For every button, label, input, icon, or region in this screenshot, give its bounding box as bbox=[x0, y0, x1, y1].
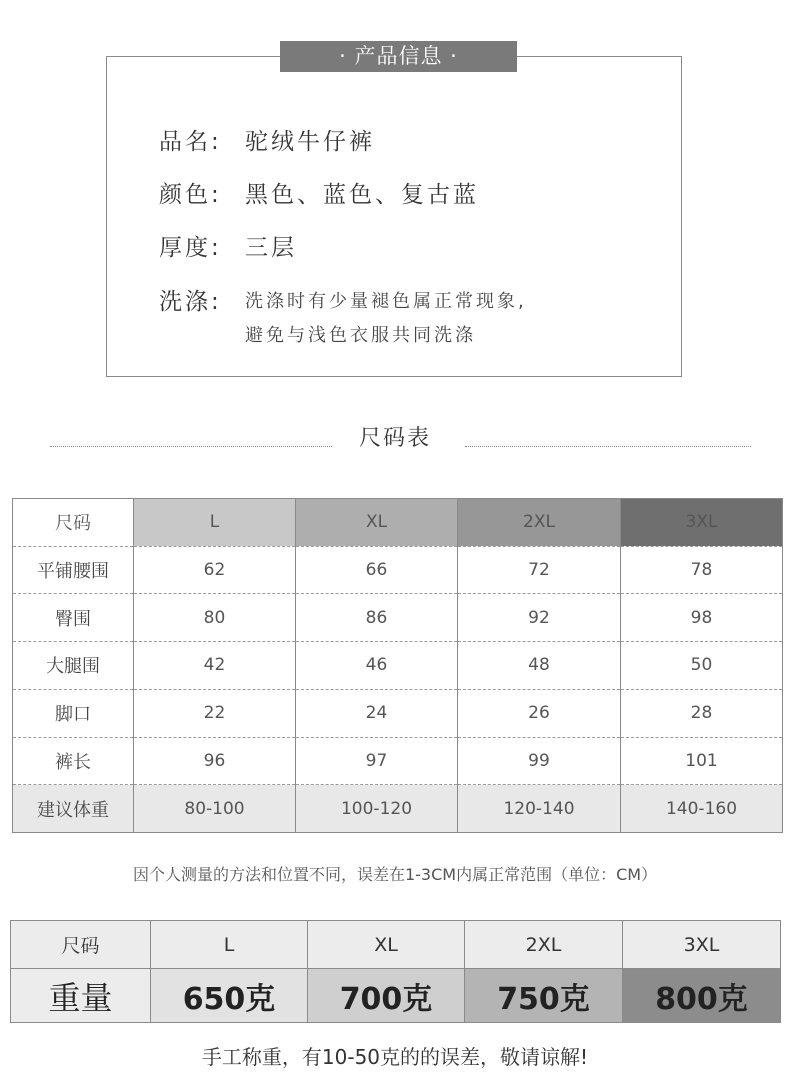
table-cell: 66 bbox=[296, 546, 458, 594]
table-cell: 92 bbox=[458, 594, 621, 642]
table-row bbox=[13, 642, 783, 690]
info-value: 三层 bbox=[245, 235, 297, 261]
table-cell: 140-160 bbox=[621, 785, 783, 833]
wash-line-1: 洗涤时有少量褪色属正常现象, bbox=[245, 291, 527, 312]
table-cell: 72 bbox=[458, 546, 621, 594]
size-header-cell: 3XL bbox=[621, 499, 783, 547]
table-cell: 24 bbox=[296, 689, 458, 737]
size-header-row bbox=[13, 499, 783, 547]
table-cell: 80-100 bbox=[134, 785, 296, 833]
size-header-cell: 2XL bbox=[458, 499, 621, 547]
footer-note: 手工称重，有10-50克的的误差，敬请谅解! bbox=[201, 1045, 589, 1069]
weight-header-cell: XL bbox=[308, 921, 465, 969]
size-header-cell: L bbox=[134, 499, 296, 547]
weight-header-cell: L bbox=[151, 921, 308, 969]
weight-header-row bbox=[11, 921, 781, 969]
info-row-thickness bbox=[159, 229, 297, 262]
table-cell: 100-120 bbox=[296, 785, 458, 833]
weight-row-label: 重量 bbox=[11, 969, 151, 1023]
row-label: 建议体重 bbox=[13, 785, 134, 833]
weight-header-cell: 3XL bbox=[623, 921, 781, 969]
size-header-cell: 尺码 bbox=[13, 499, 134, 547]
size-chart-title: 尺码表 bbox=[358, 426, 431, 451]
weight-value: 800克 bbox=[623, 969, 781, 1023]
table-cell: 62 bbox=[134, 546, 296, 594]
measurement-note: 因个人测量的方法和位置不同，误差在1-3CM内属正常范围（单位：CM） bbox=[132, 865, 658, 884]
table-cell: 50 bbox=[621, 642, 783, 690]
weight-value: 650克 bbox=[151, 969, 308, 1023]
table-cell: 78 bbox=[621, 546, 783, 594]
table-cell: 96 bbox=[134, 737, 296, 785]
weight-value-row bbox=[11, 969, 781, 1023]
info-label: 品名: bbox=[159, 129, 222, 155]
title-divider-right bbox=[465, 446, 751, 447]
table-cell: 26 bbox=[458, 689, 621, 737]
info-row-color bbox=[159, 176, 479, 209]
table-cell: 46 bbox=[296, 642, 458, 690]
row-label: 大腿围 bbox=[13, 642, 134, 690]
table-cell: 22 bbox=[134, 689, 296, 737]
table-cell: 28 bbox=[621, 689, 783, 737]
table-cell: 42 bbox=[134, 642, 296, 690]
table-row bbox=[13, 689, 783, 737]
info-value: 驼绒牛仔裤 bbox=[245, 129, 375, 155]
info-row-name bbox=[159, 123, 375, 156]
info-label: 厚度: bbox=[159, 235, 222, 261]
table-row bbox=[13, 785, 783, 833]
info-label: 洗涤: bbox=[159, 289, 222, 315]
wash-line-2: 避免与浅色衣服共同洗涤 bbox=[245, 325, 476, 346]
size-header-cell: XL bbox=[296, 499, 458, 547]
table-cell: 80 bbox=[134, 594, 296, 642]
row-label: 脚口 bbox=[13, 689, 134, 737]
table-cell: 120-140 bbox=[458, 785, 621, 833]
weight-header-cell: 2XL bbox=[465, 921, 623, 969]
product-info-title: · 产品信息 · bbox=[280, 41, 517, 72]
table-row bbox=[13, 594, 783, 642]
table-row bbox=[13, 737, 783, 785]
info-row-wash bbox=[159, 283, 245, 316]
table-cell: 98 bbox=[621, 594, 783, 642]
table-cell: 86 bbox=[296, 594, 458, 642]
table-cell: 99 bbox=[458, 737, 621, 785]
table-cell: 48 bbox=[458, 642, 621, 690]
size-chart-table bbox=[12, 498, 783, 833]
row-label: 臀围 bbox=[13, 594, 134, 642]
info-label: 颜色: bbox=[159, 182, 222, 208]
table-cell: 101 bbox=[621, 737, 783, 785]
weight-header-cell: 尺码 bbox=[11, 921, 151, 969]
table-row bbox=[13, 546, 783, 594]
row-label: 裤长 bbox=[13, 737, 134, 785]
weight-value: 700克 bbox=[308, 969, 465, 1023]
weight-value: 750克 bbox=[465, 969, 623, 1023]
row-label: 平铺腰围 bbox=[13, 546, 134, 594]
weight-table bbox=[10, 920, 781, 1023]
table-cell: 97 bbox=[296, 737, 458, 785]
info-value: 黑色、蓝色、复古蓝 bbox=[245, 182, 479, 208]
